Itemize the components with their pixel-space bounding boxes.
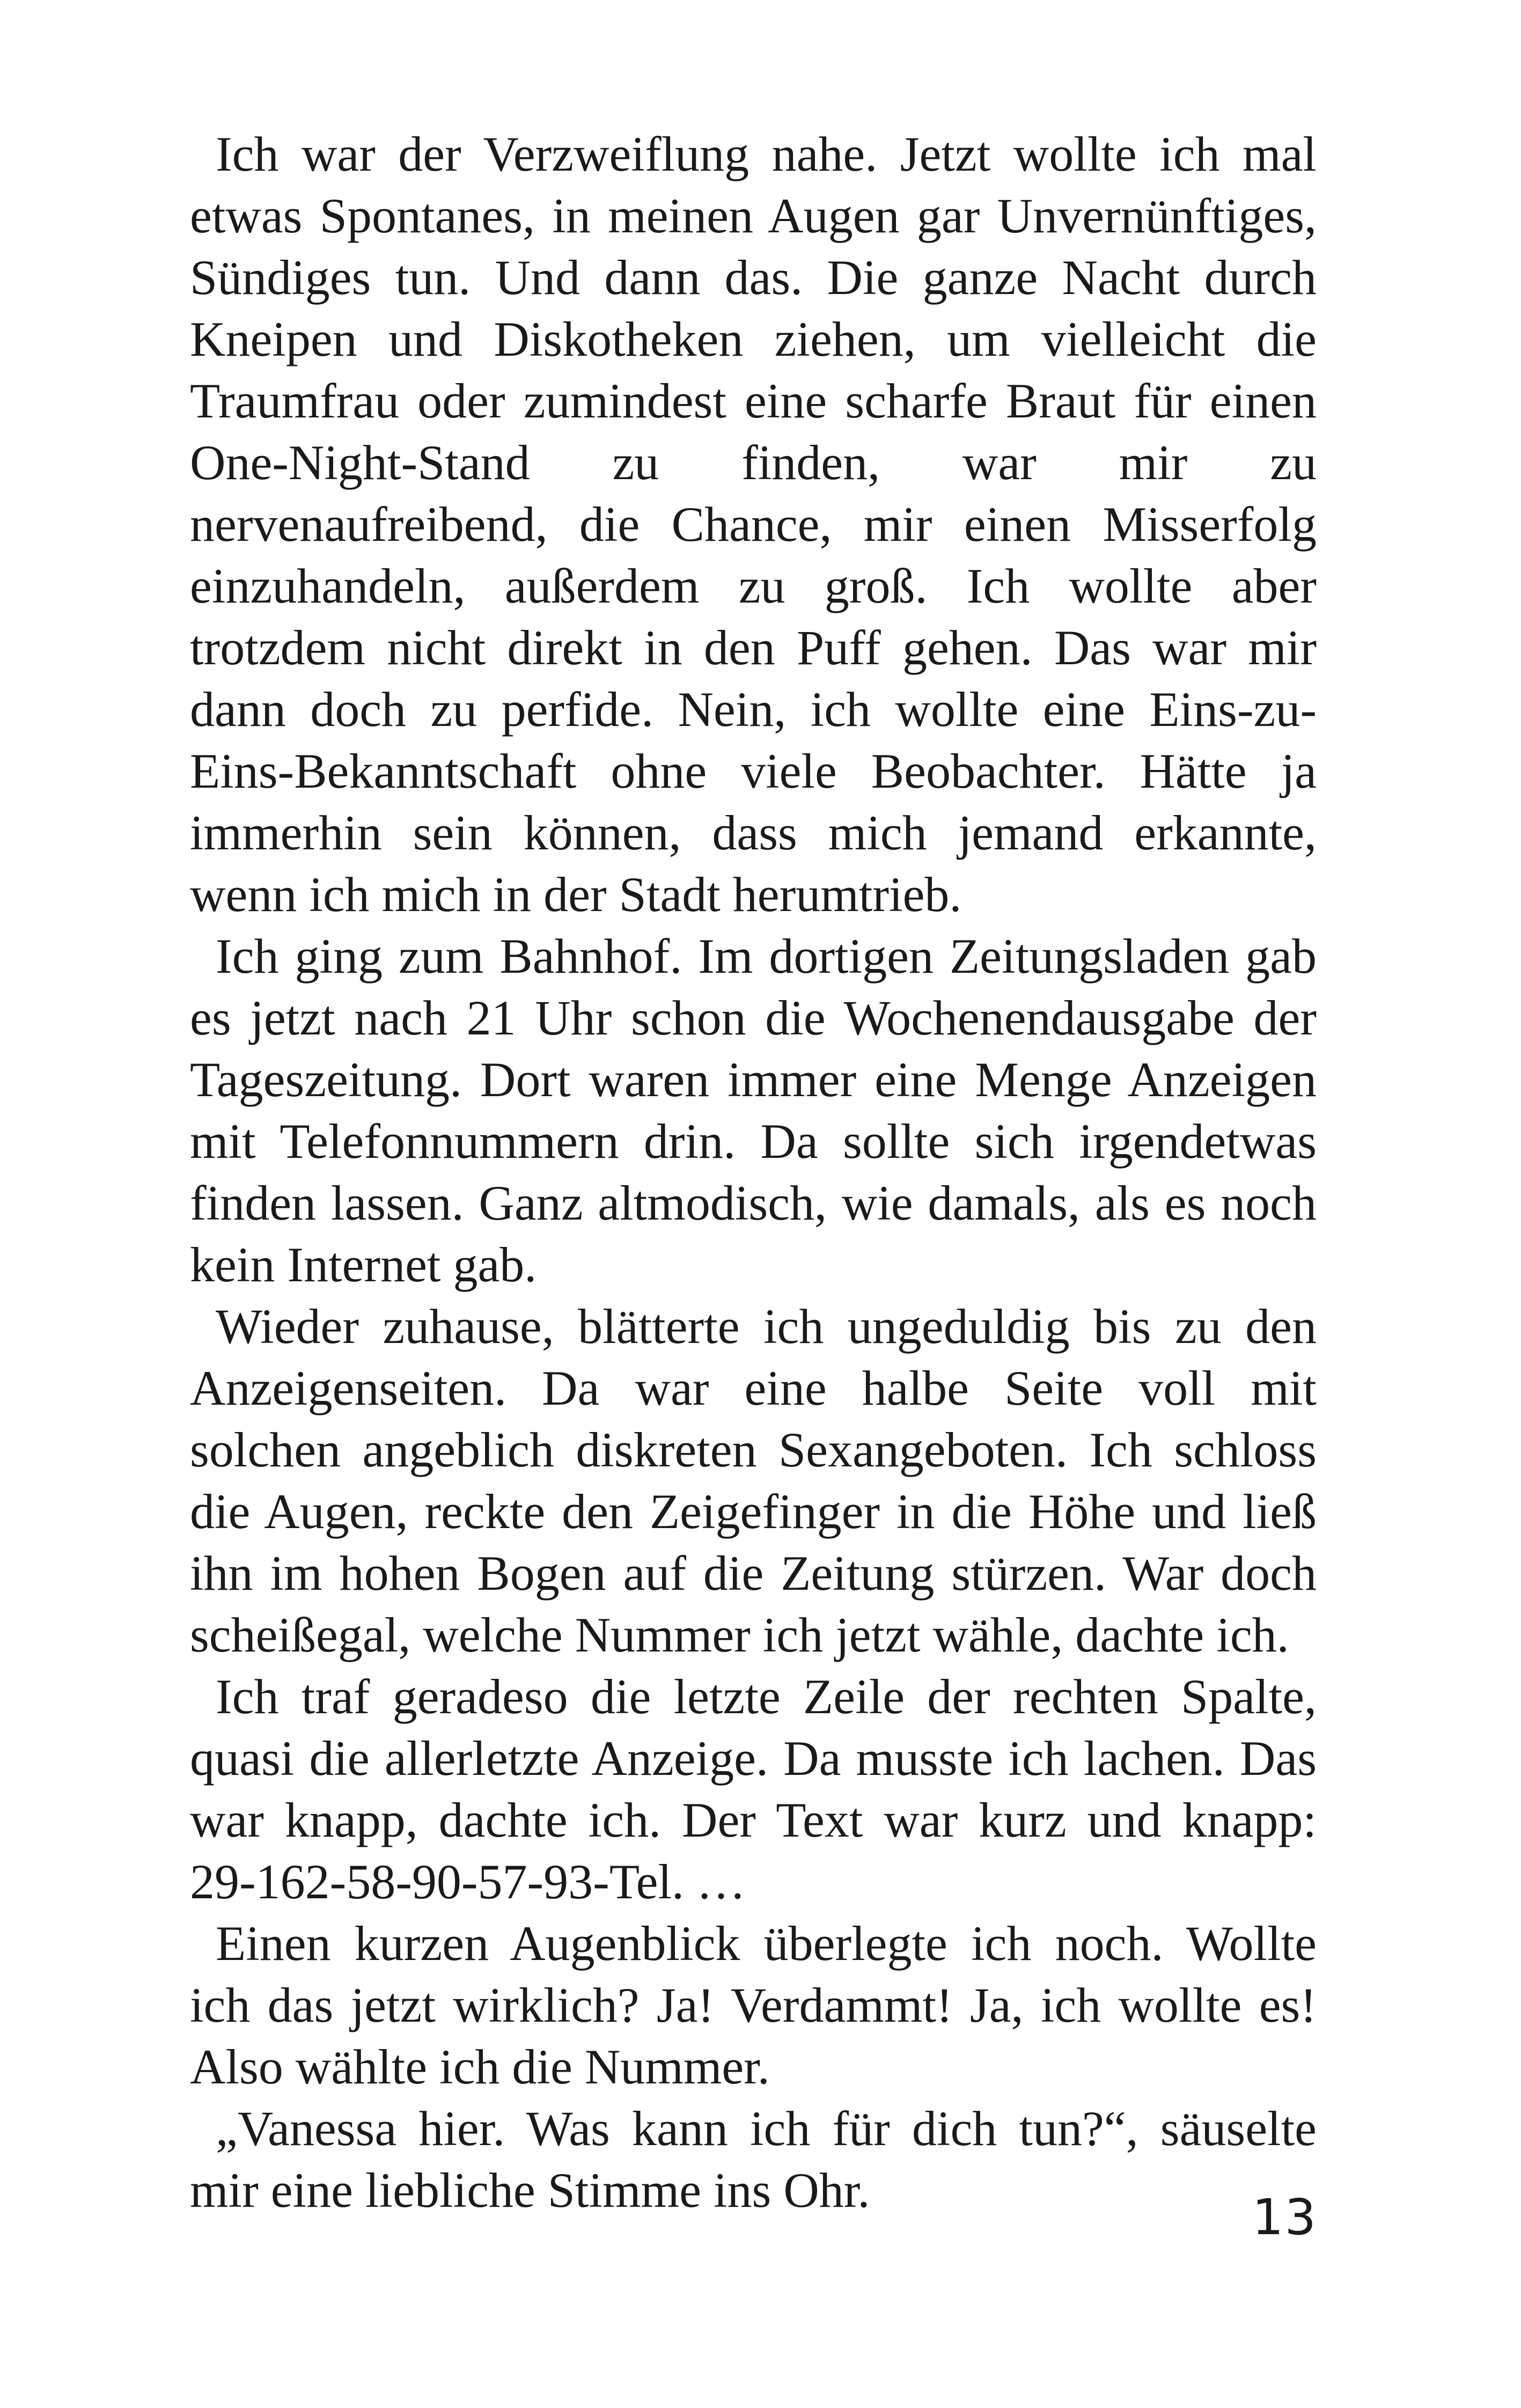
paragraph-5: Einen kurzen Augenblick überlegte ich noch. Wollte ich das jetzt wirklich? Ja! Verdammt! Ja, ich wollte es! Also wählte ich die Nummer. [190,1916,1317,2094]
paragraph-3: Wieder zuhause, blätterte ich ungeduldig bis zu den Anzeigenseiten. Da war eine halbe Seite voll mit solchen angeblich diskreten Sexangeboten. Ich schloss die Augen, reckte den Zeigefinger in die Höhe und ließ ihn im hohen Bogen auf die Zeitung stürzen. War doch scheißegal, welche Nummer ich jetzt wähle, dachte ich. [190,1299,1317,1662]
paragraph-1: Ich war der Verzweiflung nahe. Jetzt wollte ich mal etwas Spontanes, in meinen Augen gar Unvernünftiges, Sündiges tun. Und dann das. Die ganze Nacht durch Kneipen und Diskotheken ziehen, um vielleicht die Traumfrau oder zumindest eine scharfe Braut für einen One-Night-Stand zu finden, war mir zu nervenaufreibend, die Chance, mir einen Misserfolg einzuhandeln, außerdem zu groß. Ich wollte aber trotzdem nicht direkt in den Puff gehen. Das war mir dann doch zu perfide. Nein, ich wollte eine Eins-zu-Eins-Bekanntschaft ohne viele Beobachter. Hätte ja immerhin sein können, dass mich jemand erkannte, wenn ich mich in der Stadt herumtrieb. [190,127,1317,922]
body-text [190,123,1317,2221]
paragraph-4: Ich traf geradeso die letzte Zeile der rechten Spalte, quasi die allerletzte Anzeige. Da musste ich lachen. Das war knapp, dachte ich. Der Text war kurz und knapp: 29-162-58-90-57-93-Tel. … [190,1669,1317,1909]
page-number: 13 [1252,2189,1317,2246]
paragraph-2: Ich ging zum Bahnhof. Im dortigen Zeitungsladen gab es jetzt nach 21 Uhr schon die Wochenendausgabe der Tageszeitung. Dort waren immer eine Menge Anzeigen mit Telefonnummern drin. Da sollte sich irgendetwas finden lassen. Ganz altmodisch, wie damals, als es noch kein Internet gab. [190,929,1317,1292]
paragraph-6: „Vanessa hier. Was kann ich für dich tun?“, säuselte mir eine liebliche Stimme ins Ohr. [190,2101,1317,2218]
